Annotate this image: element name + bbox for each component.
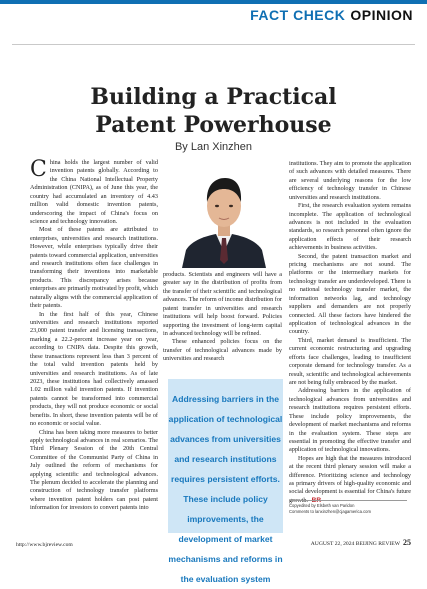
article-title-line2: Patent Powerhouse xyxy=(95,112,332,138)
body-paragraph: China has been taking more measures to better apply technological advances in real scenarios. The Third Plenary Session of the 20th Central Committee of the Communist Party of China in July outlined the reform of mechanisms for applying scientific and technological advances. The plenum decided to accelerate the planning and construction of technology transfer platforms where invention patent holders can post patent information for investors to convert patents into xyxy=(30,428,158,512)
body-paragraph: institutions. They aim to promote the application of such advances with detailed measures. There are several underlying reasons for the low efficiency of technology transfer in Chinese universities and research institutions. xyxy=(289,160,411,201)
header-divider xyxy=(12,44,415,45)
body-paragraph: Addressing barriers in the application of technological advances from universities and research institutions requires persistent efforts. These include policy improvements, the development of market mechanisms and reforms in the evaluation system. These steps are essential in promoting the effective transfer and application of technological innovations. xyxy=(289,387,411,454)
drop-cap: C xyxy=(30,157,47,182)
article-title-line1: Building a Practical xyxy=(90,84,337,110)
body-paragraph: First, the research evaluation system remains incomplete. The application of technological advances is not included in the evaluation standards, so research personnel often ignore the application effects of their research achievements in business activities. xyxy=(289,202,411,252)
body-column-3 xyxy=(289,160,411,494)
body-paragraph: Most of these patents are attributed to enterprises, universities and research institutions. However, while enterprises typically drive their patents toward commercial application, universities and research institutions often face challenges in transforming their inventions into marketable products. This discrepancy arises because enterprises are primarily motivated by profit, which naturally aligns with the commercial application of their patents. xyxy=(30,226,159,310)
section-tag xyxy=(250,7,413,23)
author-portrait-image xyxy=(176,160,272,268)
body-paragraph: Second, the patent transaction market and pricing mechanisms are not sound. The platforms or the intermediary markets for technology transfer are underdeveloped. There is no national technology transfer market, the information networks lag, and technology suppliers and demanders are not properly connected. All these factors have hindered the application of technological advances in the country. xyxy=(289,252,411,336)
footer-website: http://www.bjreview.com xyxy=(16,542,73,548)
body-paragraph: Third, market demand is insufficient. The current economic restructuring and upgrading efforts face challenges, leading to insufficient corporate demand for technology transfer. As a result, scientific and technological achievements are not being fully embraced by the market. xyxy=(289,336,411,386)
body-paragraph: products. Scientists and engineers will have a greater say in the distribution of profits from the transfer of their scientific and technological advances. The reform of income distribution for patent transfer in universities and research institutions will help boost forward. Policies supporting the investment of long-term capital in advanced technology will be refined. xyxy=(163,271,282,337)
body-column-2 xyxy=(163,271,282,377)
pull-quote-box xyxy=(168,379,283,584)
copyedit-divider xyxy=(289,500,407,501)
article-byline: By Lan Xinzhen xyxy=(174,141,253,153)
page-number: 25 xyxy=(403,538,411,547)
header-accent-rule xyxy=(0,0,427,4)
pull-quote-text: Addressing barriers in the application of technological advances from universities and research institutions requires persistent efforts. These include policy improvements, the development of market mechanisms and reforms in the evaluation system xyxy=(168,394,283,584)
footer-issue xyxy=(311,538,411,547)
comments-email: Comments to lanxinzhen@cjagamerica.com xyxy=(289,509,371,515)
copyedited-by: Copyedited by Elsbeth van Paridon xyxy=(289,503,355,508)
body-paragraph: These enhanced policies focus on the transfer of technological advances made by universities and research xyxy=(163,338,282,363)
footer-issue-text: AUGUST 22, 2024 BEIJING REVIEW xyxy=(310,541,400,547)
section-tag-opinion: OPINION xyxy=(350,7,413,23)
body-paragraph: China holds the largest number of valid invention patents globally. According to the China National Intellectual Property Administration (CNIPA), as of June this year, the country had accumulated an inventory of 4.43 million valid domestic invention patents, underscoring the impact of China's focus on science and technology innovation. xyxy=(30,157,158,225)
copyedit-note xyxy=(289,503,413,516)
body-paragraph: Hopes are high that the measures introduced at the recent third plenary session will make a difference. Prioritizing science and technology as primary drivers of high-quality economic and social development is essential for China's future xyxy=(289,455,411,506)
section-tag-fact-check: FACT CHECK xyxy=(250,7,346,23)
body-column-1 xyxy=(30,159,158,539)
author-photo xyxy=(176,160,272,268)
body-paragraph: In the first half of this year, Chinese universities and research institutions reported 23,000 patent transfer and licensing transactions, marking a 22.2-percent increase year on year, according to CNIPA data. Despite this growth, these transactions represent less than 3 percent of the total valid invention patents held by universities and research institutions. As of late 2023, these institutions had collectively amassed 1.02 million valid invention patents. If invention patents cannot be transformed into commercial products, they will not produce economic or social benefits. In short, these invention patents will be of no economic or social value. xyxy=(30,310,158,428)
